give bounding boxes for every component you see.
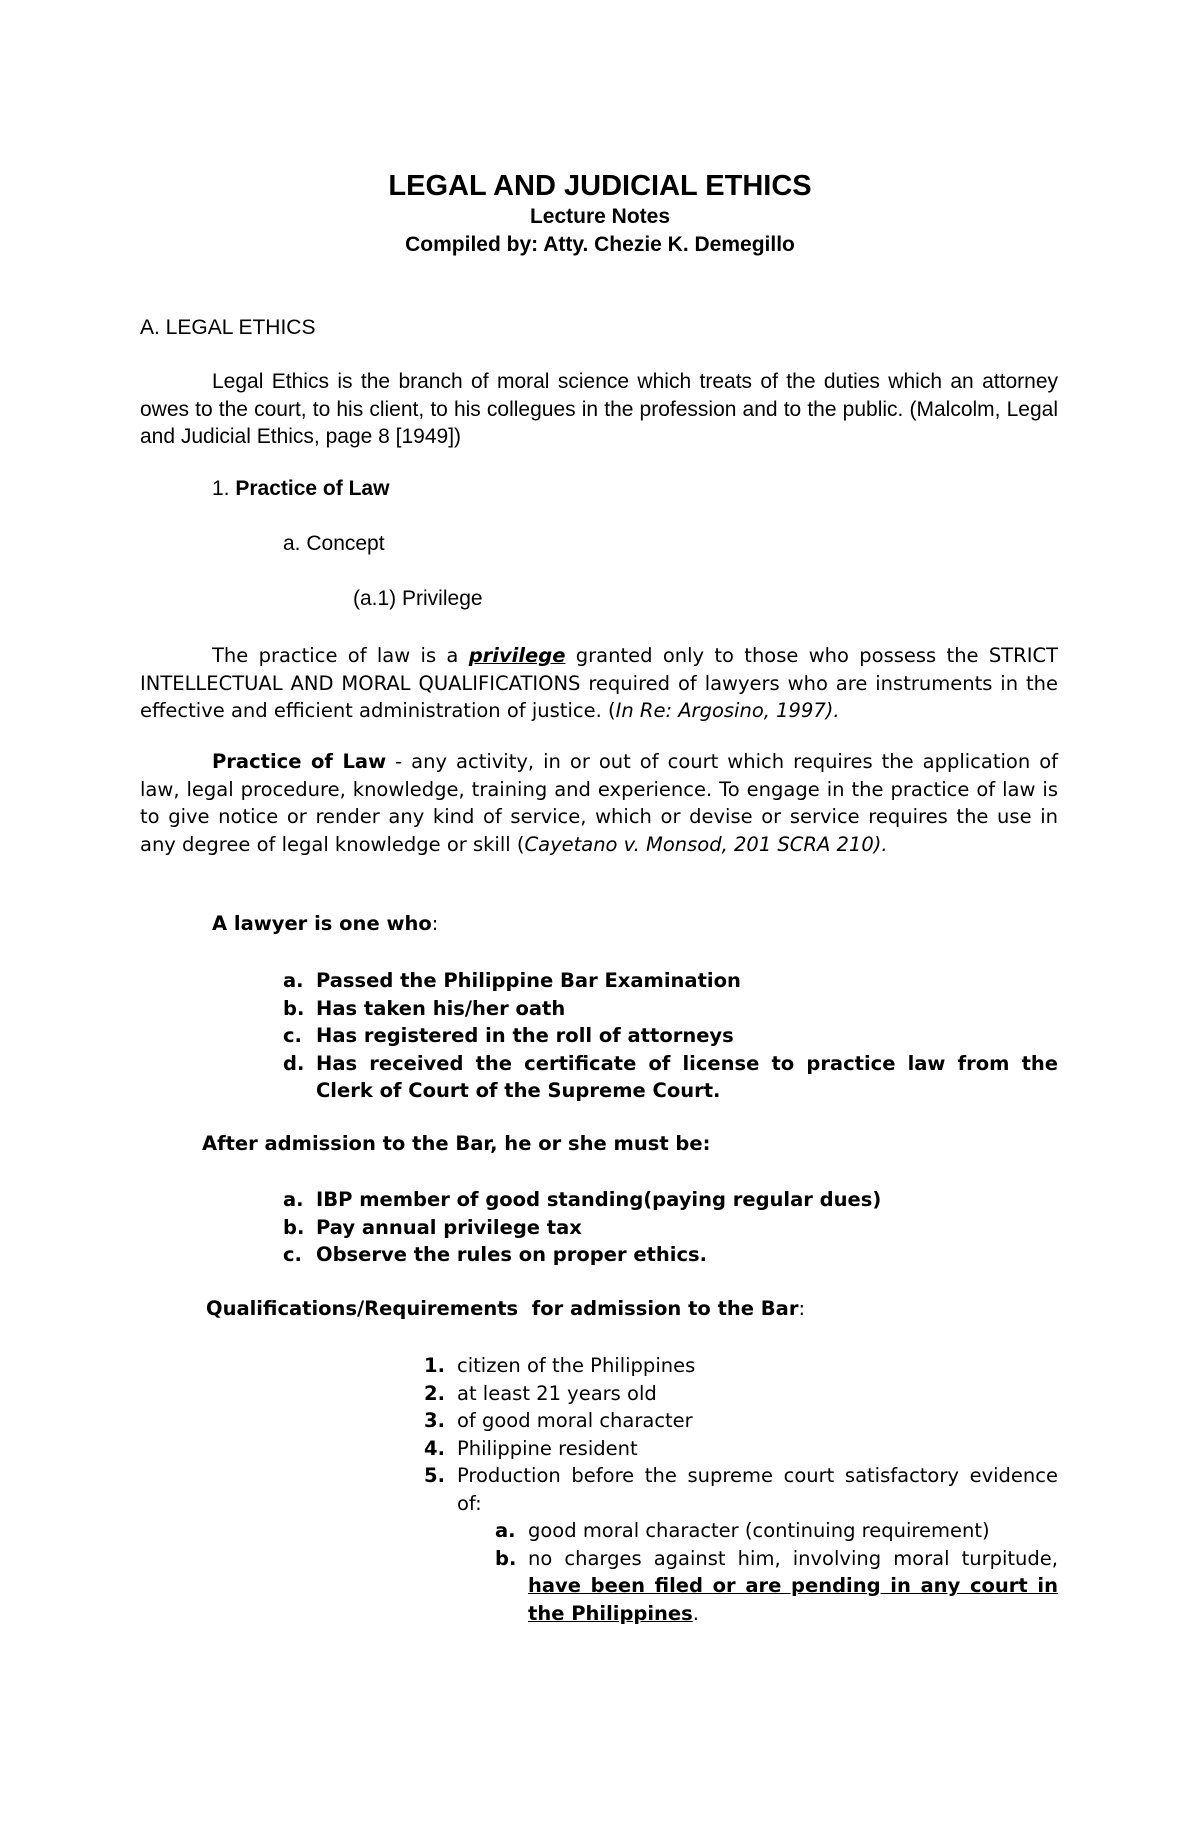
evidence-sublist xyxy=(495,1517,1058,1627)
qualifications-heading-text: Qualifications/Requirements for admission to the Bar xyxy=(206,1297,799,1320)
list-item-text: Has registered in the roll of attorneys xyxy=(316,1024,734,1047)
list-item-text: Has taken his/her oath xyxy=(316,996,566,1020)
practice-of-law-heading xyxy=(212,477,389,501)
sub-list-item-pre: no charges against him, involving moral turpitude, xyxy=(528,1546,1058,1570)
privilege-paragraph xyxy=(140,642,1058,725)
privilege-word: privilege xyxy=(468,644,566,667)
document-title: LEGAL AND JUDICIAL ETHICS xyxy=(388,170,812,202)
list-marker: 3. xyxy=(424,1409,445,1432)
lawyer-heading xyxy=(212,912,438,935)
list-marker: 5. xyxy=(424,1464,445,1487)
qualifications-heading-colon: : xyxy=(798,1297,806,1320)
list-marker: b. xyxy=(283,996,305,1020)
lawyer-heading-colon: : xyxy=(431,912,439,935)
section-heading-legal-ethics: A. LEGAL ETHICS xyxy=(140,316,316,339)
privilege-heading: (a.1) Privilege xyxy=(353,587,483,610)
list-item-text: Observe the rules on proper ethics. xyxy=(316,1243,708,1266)
list-marker: 2. xyxy=(424,1381,445,1405)
list-item xyxy=(283,1214,1058,1242)
list-marker: a. xyxy=(283,969,304,992)
sub-list-item-post: . xyxy=(692,1601,699,1625)
list-marker: 4. xyxy=(424,1436,445,1460)
after-admission-heading: After admission to the Bar, he or she must be: xyxy=(202,1132,711,1155)
concept-heading: a. Concept xyxy=(283,532,385,555)
list-item xyxy=(283,967,1058,995)
list-item xyxy=(283,1022,1058,1050)
list-marker: c. xyxy=(283,1243,302,1266)
sub-list-marker: b. xyxy=(495,1546,517,1570)
list-item-text: citizen of the Philippines xyxy=(457,1354,696,1377)
list-item-text: Pay annual privilege tax xyxy=(316,1215,582,1239)
list-item xyxy=(283,1050,1058,1105)
lawyer-heading-text: A lawyer is one who xyxy=(212,912,432,935)
privilege-post: granted only to those who possess the STRICT INTELLECTUAL AND MORAL QUALIFICATIONS required of lawyers who are instruments in the effective and efficient administration of justice. ( xyxy=(140,644,1058,722)
list-item xyxy=(424,1380,1058,1408)
qualifications-list xyxy=(424,1352,1058,1627)
list-marker: a. xyxy=(283,1188,304,1211)
list-item-text: IBP member of good standing(paying regular dues) xyxy=(316,1188,882,1211)
list-item-text: Production before the supreme court satisfactory evidence of: xyxy=(457,1464,1058,1515)
after-admission-list xyxy=(283,1186,1058,1269)
list-item-text: Passed the Philippine Bar Examination xyxy=(316,969,741,992)
list-marker: c. xyxy=(283,1024,302,1047)
list-item xyxy=(424,1462,1058,1627)
list-item-text: Has received the certificate of license to practice law from the Clerk of Court of the Supreme Court. xyxy=(316,1051,1058,1102)
list-marker: b. xyxy=(283,1215,305,1239)
lawyer-requirements-list xyxy=(283,967,1058,1105)
sub-list-item xyxy=(495,1545,1058,1628)
compiled-by: Compiled by: Atty. Chezie K. Demegillo xyxy=(405,233,795,256)
list-item-text: of good moral character xyxy=(457,1409,693,1432)
document-subtitle: Lecture Notes xyxy=(529,205,671,228)
list-marker: d. xyxy=(283,1051,305,1075)
list-item xyxy=(424,1435,1058,1463)
practice-number: 1. xyxy=(212,477,236,500)
practice-body: - any activity, in or out of court which requires the application of law, legal procedure, knowledge, training and experience. To engage in the practice of law is to give notice or render any kind of service, which or devise or service requires the use in any degree of legal knowledge or skill ( xyxy=(140,750,1058,856)
list-item xyxy=(424,1352,1058,1380)
list-item xyxy=(283,1186,1058,1214)
legal-ethics-definition: Legal Ethics is the branch of moral science which treats of the duties which an attorney owes to the court, to his client, to his collegues in the profession and to the public. (Malcolm, Legal and Judicial Ethics, page 8 [1949]) xyxy=(140,370,1058,448)
practice-heading-text: Practice of Law xyxy=(235,477,390,500)
list-item xyxy=(283,995,1058,1023)
list-item xyxy=(283,1241,1058,1269)
sub-list-item-emphasis: have been filed or are pending in any court in the Philippines xyxy=(528,1574,1058,1625)
practice-citation: Cayetano v. Monsod, 201 SCRA 210). xyxy=(524,832,888,856)
sub-list-marker: a. xyxy=(495,1519,516,1542)
list-item xyxy=(424,1407,1058,1435)
practice-of-law-definition xyxy=(140,748,1058,858)
qualifications-heading xyxy=(206,1297,805,1320)
sub-list-item xyxy=(495,1517,1058,1545)
sub-list-item-text: good moral character (continuing requirement) xyxy=(528,1519,990,1542)
list-item-text: at least 21 years old xyxy=(457,1381,657,1405)
list-item-text: Philippine resident xyxy=(457,1436,638,1460)
list-marker: 1. xyxy=(424,1354,445,1377)
privilege-pre: The practice of law is a xyxy=(212,644,469,667)
privilege-citation: In Re: Argosino, 1997). xyxy=(615,699,840,722)
practice-term: Practice of Law xyxy=(212,750,387,773)
